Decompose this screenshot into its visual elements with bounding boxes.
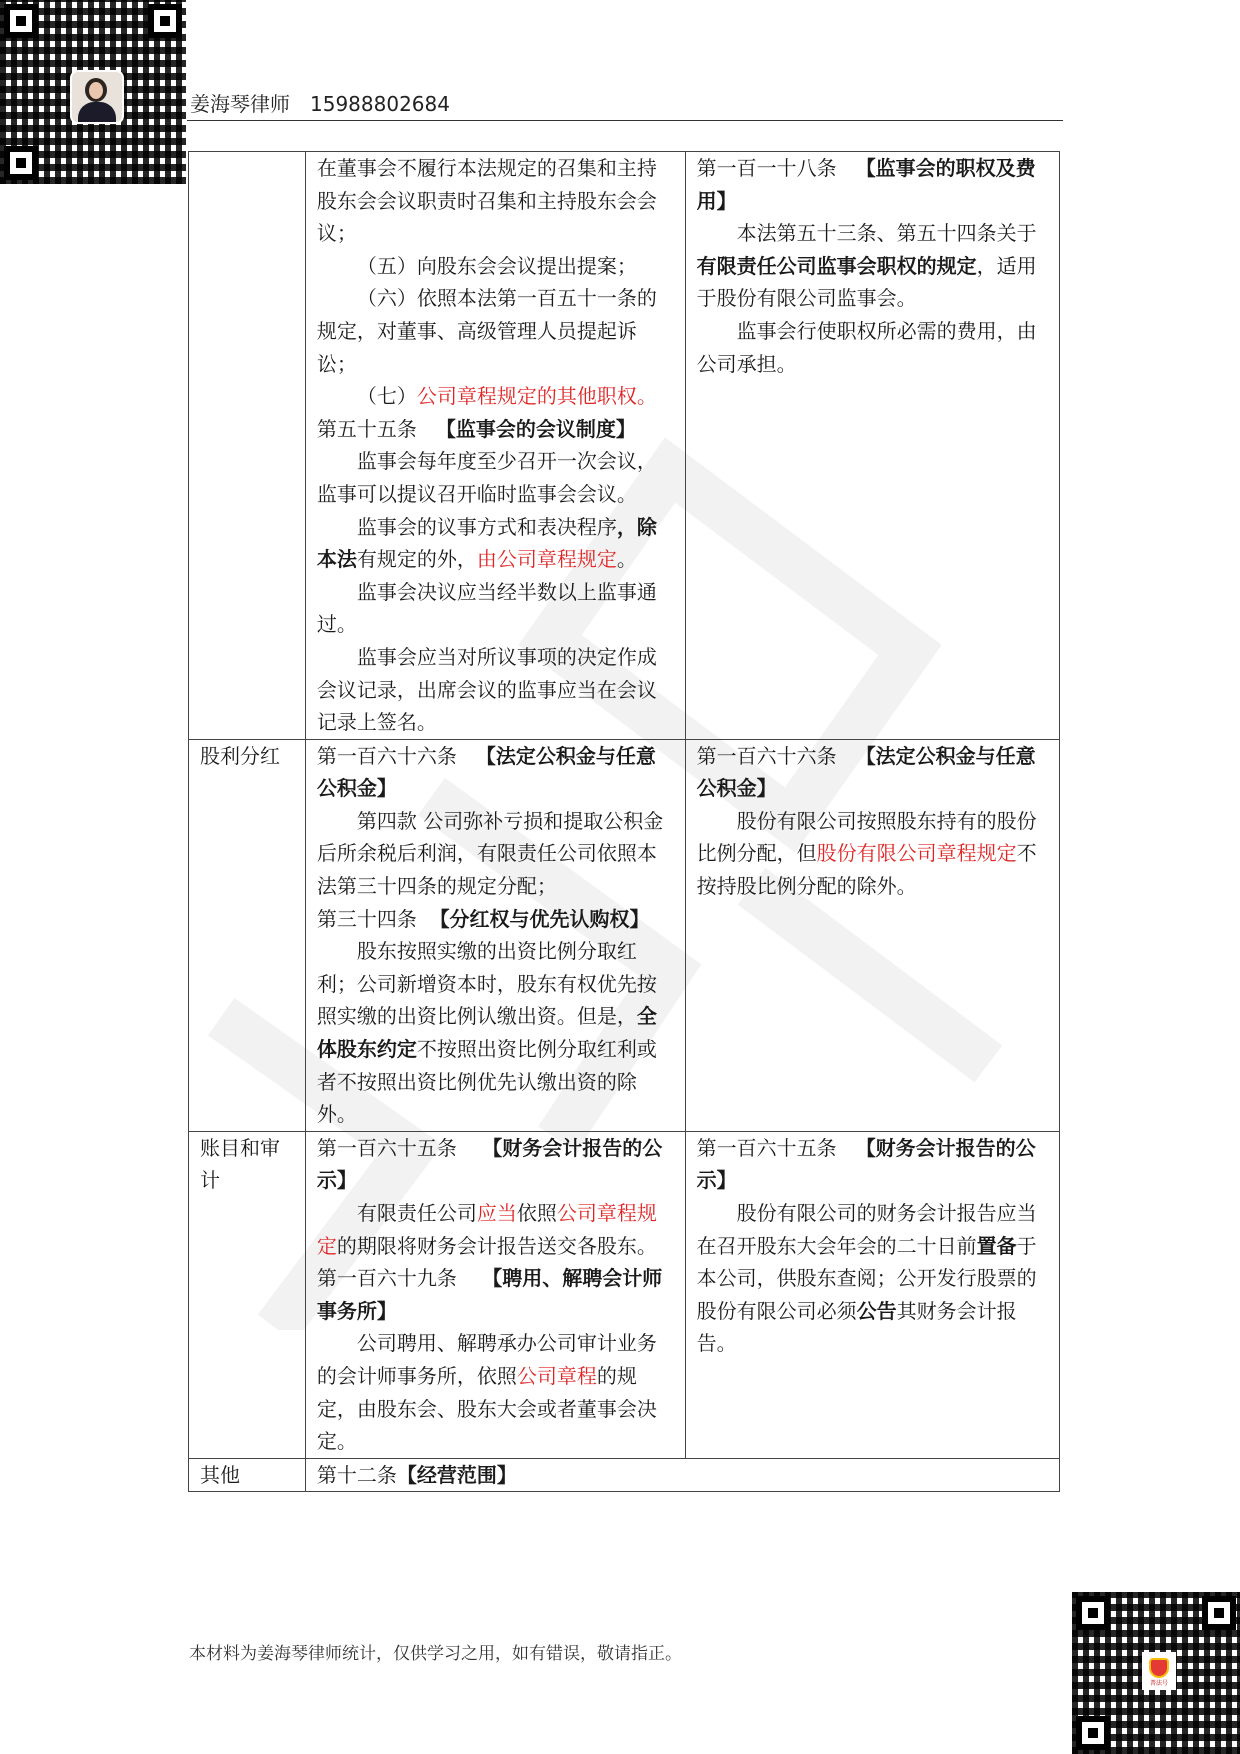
article-number: 第十二条 <box>316 1462 397 1487</box>
article-title: 【聘用、解聘会计师事务所】 <box>316 1266 663 1323</box>
page-header <box>190 88 450 117</box>
author-name: 姜海琴律师 <box>190 92 290 116</box>
table-row <box>189 1458 1060 1492</box>
table-row <box>189 739 1060 1131</box>
paragraph <box>317 935 674 1131</box>
text-span: 。 <box>616 547 637 572</box>
text-span: 本法第五十三条、第五十四条关于 <box>736 221 1037 246</box>
text-span: 股份有限公司按照股东持有的股份比例分配，但 <box>696 808 1037 866</box>
article-heading <box>317 1132 674 1197</box>
article-number: 第一百一十八条 <box>696 156 837 180</box>
jsc-provisions-cell <box>685 152 1059 740</box>
bold-text: ， <box>616 514 637 539</box>
header-divider <box>187 120 1063 121</box>
table-row <box>189 152 1060 740</box>
highlight-text: 公司章程规定 <box>316 1201 657 1258</box>
text-span: 有规定的外， <box>356 547 477 572</box>
article-number: 第三十四条 <box>316 906 417 931</box>
llc-provisions-cell <box>305 152 685 740</box>
qr-finder <box>1076 1596 1110 1630</box>
continued-text: 在董事会不履行本法规定的召集和主持股东会会议职责时召集和主持股东会会议； <box>316 156 657 246</box>
category-cell: 其他 <box>189 1458 306 1492</box>
article-title: 【监事会的会议制度】 <box>435 416 636 441</box>
list-item: （五）向股东会会议提出提案； <box>356 253 637 278</box>
text-span: 股东按照实缴的出资比例分取红利；公司新增资本时，股东有权优先按照实缴的出资比例认缴出资。但是， <box>316 939 657 1029</box>
paragraph <box>697 217 1048 315</box>
llc-provisions-cell <box>305 739 685 1131</box>
paragraph <box>317 1197 674 1262</box>
article-heading <box>317 1262 674 1327</box>
article-number: 第五十五条 <box>316 416 417 441</box>
article-title: 【法定公积金与任意公积金】 <box>696 743 1036 801</box>
bold-text: 公告 <box>856 1298 897 1323</box>
qr-code-top <box>0 0 186 184</box>
highlight-text: 由公司章程规定 <box>476 547 617 572</box>
list-item-number: （七） <box>356 384 417 409</box>
article-heading <box>697 152 1048 217</box>
author-phone: 15988802684 <box>310 92 450 116</box>
article-number: 第一百六十六条 <box>696 743 837 768</box>
qr-finder <box>1202 1596 1236 1630</box>
paragraph: 监事会行使职权所必需的费用，由公司承担。 <box>696 318 1037 376</box>
text-span: 不按持股比例分配的除外。 <box>696 841 1037 899</box>
article-heading <box>317 413 674 446</box>
article-title: 【经营范围】 <box>396 1462 517 1487</box>
text-span: ，适用于股份有限公司监事会。 <box>696 253 1037 311</box>
article-heading <box>317 903 674 936</box>
text-span: 有限责任公司 <box>356 1201 477 1225</box>
text-span: 的期限将财务会计报告送交各股东。 <box>336 1233 657 1258</box>
shield-logo-icon <box>1144 1654 1174 1688</box>
bold-text: 有限责任公司监事会职权的规定 <box>696 253 977 278</box>
article-heading <box>697 1132 1048 1197</box>
text-span: 依照 <box>516 1201 557 1225</box>
highlight-text: 股份有限公司章程规定 <box>816 841 1017 866</box>
article-title: 【监事会的职权及费用】 <box>696 156 1036 213</box>
text-span: 不按照出资比例分取红利或者不按照出资比例优先认缴出资的除外。 <box>316 1037 657 1127</box>
highlight-text: 公司章程规定的其他职权。 <box>416 384 657 409</box>
paragraph: 监事会每年度至少召开一次会议，监事可以提议召开临时监事会会议。 <box>316 449 657 506</box>
article-heading <box>317 1459 1048 1492</box>
bold-text: 除本法 <box>316 514 657 572</box>
highlight-text: 应当 <box>476 1201 517 1225</box>
text-span: 监事会的议事方式和表决程序 <box>356 514 617 539</box>
qr-finder <box>148 4 182 38</box>
text-span: 股份有限公司的财务会计报告应当在召开股东大会年会的二十日前 <box>696 1201 1037 1258</box>
highlight-text: 公司章程 <box>516 1363 597 1388</box>
table-row <box>189 1131 1060 1458</box>
bold-text: 置备 <box>976 1233 1017 1258</box>
list-item: （六）依照本法第一百五十一条的规定，对董事、高级管理人员提起诉讼； <box>316 286 657 376</box>
article-number: 第一百六十五条 <box>316 1135 457 1160</box>
text-span: 公司聘用、解聘承办公司审计业务的会计师事务所，依照 <box>316 1331 657 1388</box>
article-heading <box>697 740 1048 805</box>
category-cell <box>189 152 306 740</box>
article-title: 【财务会计报告的公示】 <box>696 1135 1036 1193</box>
paragraph <box>697 1197 1048 1360</box>
jsc-provisions-cell <box>685 739 1059 1131</box>
text-span: 于本公司，供股东查阅；公开发行股票的股份有限公司必须 <box>696 1233 1037 1323</box>
qr-finder <box>1076 1716 1110 1750</box>
llc-provisions-cell <box>305 1131 685 1458</box>
text-span: 其财务会计报告。 <box>696 1298 1017 1356</box>
article-number: 第一百六十五条 <box>696 1135 837 1160</box>
article-number: 第一百六十九条 <box>316 1266 457 1291</box>
span-provisions-cell <box>305 1458 1059 1492</box>
footer-disclaimer: 本材料为姜海琴律师统计，仅供学习之用，如有错误，敬请指正。 <box>189 1644 682 1664</box>
category-cell: 账目和审计 <box>189 1131 306 1458</box>
lawyer-avatar <box>70 70 124 124</box>
article-heading <box>317 740 674 805</box>
law-comparison-table <box>188 151 1060 1492</box>
category-cell: 股利分红 <box>189 739 306 1131</box>
bold-text: 全体股东约定 <box>316 1004 657 1062</box>
qr-finder <box>4 146 38 180</box>
jsc-provisions-cell <box>685 1131 1059 1458</box>
article-title: 【财务会计报告的公示】 <box>316 1135 663 1193</box>
paragraph <box>697 805 1048 903</box>
paragraph: 监事会应当对所议事项的决定作成会议记录，出席会议的监事应当在会议记录上签名。 <box>316 644 657 735</box>
paragraph <box>317 1327 674 1457</box>
paragraph <box>317 511 674 576</box>
text-span: 的规定，由股东会、股东大会或者董事会决定。 <box>316 1363 657 1454</box>
article-number: 第一百六十六条 <box>316 743 457 768</box>
paragraph: 监事会决议应当经半数以上监事通过。 <box>316 579 657 637</box>
article-title: 【法定公积金与任意公积金】 <box>316 743 656 801</box>
article-title: 【分红权与优先认购权】 <box>429 906 650 931</box>
list-item <box>317 380 674 413</box>
logo-text: 普法号 <box>1149 1680 1168 1687</box>
paragraph: 第四款 公司弥补亏损和提取公积金后所余税后利润，有限责任公司依照本法第三十四条的规定分配； <box>316 808 664 899</box>
qr-finder <box>4 4 38 38</box>
